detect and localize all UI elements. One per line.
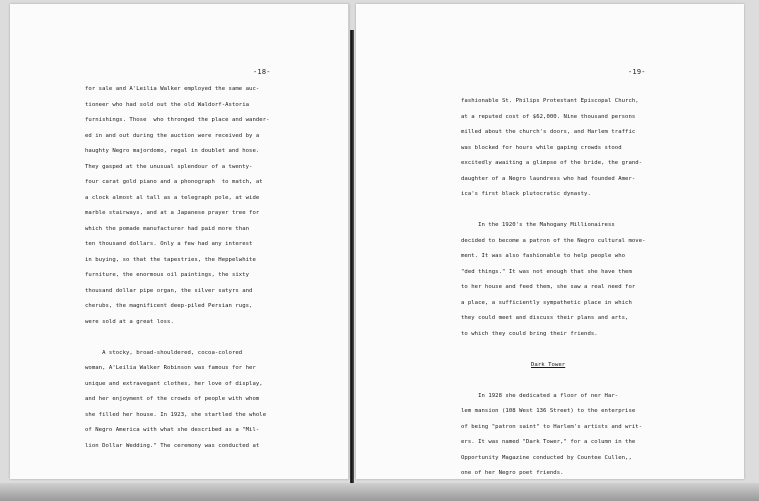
book-binding [350, 30, 354, 485]
text-line: furnishings. Those who thronged the place and wander- [85, 117, 270, 123]
text-line: unique and extravegant clothes, her love of display, [85, 380, 263, 387]
text-line: ers. It was named "Dark Tower," for a column in the [461, 439, 636, 445]
text-line: which the pomade manufacturer had paid more than [85, 225, 250, 232]
page-number: -18- [253, 68, 271, 76]
right-page [356, 4, 744, 479]
text-line: they could meet and discuss their plans and arts, [461, 315, 629, 321]
text-line: a place, a sufficiently sympathetic place in which [461, 299, 632, 306]
text-line: fashionable St. Philips Protestant Episcopal Church, [461, 98, 639, 104]
text-line: decided to become a patron of the Negro cultural move- [461, 237, 646, 244]
text-line: to which they could bring their friends. [461, 330, 598, 337]
text-line: of being "patron saint" to Harlem's artists and writ- [461, 423, 643, 430]
text-line: In the 1920's the Mahogany Millionairess [461, 222, 615, 228]
text-line: and her enjoyment of the crowds of people with whom [85, 396, 260, 402]
text-line: lem mansion (108 West 136 Street) to the enterprise [461, 408, 636, 414]
left-page [10, 4, 349, 479]
text-line: for sale and A'Leilia Walker employed the same auc- [85, 86, 260, 92]
text-line: four carat gold piano and a phonograph to match, at [85, 179, 263, 185]
text-line: ment. It was also fashionable to help people who [461, 253, 626, 259]
text-line: to her house and feed them, she saw a real need for [461, 284, 636, 290]
text-line: woman, A'Leilia Walker Robinson was famous for her [85, 365, 256, 371]
text-line: were sold at a great loss. [85, 318, 174, 325]
text-line: in buying, so that the tapestries, the Heppelwhite [85, 256, 256, 263]
text-line: was blocked for hours while gaping crowds stood [461, 144, 622, 151]
text-line: They gasped at the unusual splendour of a twenty- [85, 163, 253, 170]
text-line: ten thousand dollars. Only a few had any interest [85, 241, 253, 247]
text-line: she filled her house. In 1923, she startled the whole [85, 411, 267, 418]
text-line: a clock almost al tall as a telegraph pole, at wide [85, 194, 260, 201]
text-line: haughty Negro majordomo, regal in doublet and hose. [85, 148, 260, 154]
page-number: -19- [628, 68, 646, 76]
section-heading: Dark Tower [531, 361, 566, 368]
text-line: A stocky, broad-shouldered, cocoa-colored [85, 349, 243, 356]
text-line: furniture, the enormous oil paintings, the sixty [85, 272, 250, 278]
text-line: marble stairways, and at a Japanese prayer tree for [85, 210, 260, 216]
text-line: ed in and out during the auction were received by a [85, 132, 260, 139]
left-page-body [85, 82, 270, 454]
paragraph-gap [461, 373, 646, 389]
text-line: cherubs, the magnificent deep-piled Persian rugs, [85, 303, 253, 309]
text-line: of Negro America with what she described as a "Mil- [85, 427, 260, 433]
text-line: milled about the church's doors, and Harlem traffic [461, 129, 636, 135]
text-line: thousand dollar pipe organ, the silver satyrs and [85, 287, 253, 294]
text-line: In 1928 she dedicated a floor of ner Har- [461, 392, 619, 399]
text-line: lion Dollar Wedding." The ceremony was conducted at [85, 442, 260, 449]
text-line: tioneer who had sold out the old Waldorf-Astoria [85, 101, 250, 108]
paragraph-gap [461, 203, 646, 219]
right-page-body [461, 94, 646, 482]
text-line: ica's first black plutocratic dynasty. [461, 191, 591, 197]
scan-edge [0, 483, 759, 501]
text-line: Opportunity Magazine conducted by Countee Cullen,, [461, 454, 632, 461]
text-line: excitedly awaiting a glimpse of the bride, the grand- [461, 160, 643, 166]
paragraph-gap [85, 330, 270, 346]
paragraph-gap [461, 342, 646, 358]
text-line: at a reputed cost of $62,000. Nine thousand persons [461, 113, 636, 120]
text-line: "ded things." It was not enough that she have them [461, 268, 632, 275]
text-line: daughter of a Negro laundress who had founded Amer- [461, 175, 636, 182]
text-line: one of her Negro poet friends. [461, 470, 564, 476]
